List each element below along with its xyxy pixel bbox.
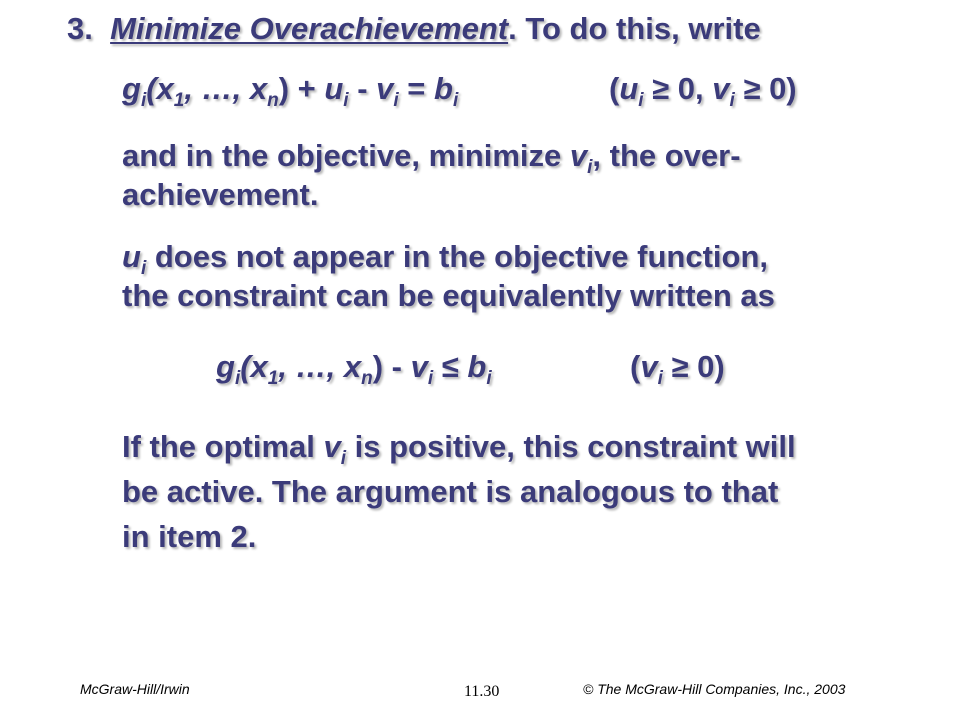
para-text: does not appear in the objective function, [146,239,769,274]
eq-paren: 0) [688,349,725,384]
para-v: v [569,138,588,173]
eq-sub: i [638,90,644,111]
eq-paren: ( [630,349,641,384]
paragraph-active-line2: be active. The argument is analogous to that [122,474,779,509]
eq-ge: ≥ [671,349,689,384]
eq-x: , …, x [278,349,362,384]
eq-paren: ( [609,71,620,106]
eq-v: v [410,349,428,384]
eq-paren: ) [278,71,290,106]
footer-publisher: McGraw-Hill/Irwin [80,681,190,697]
eq-text: 0, [669,71,713,106]
eq-v: v [712,71,730,106]
eq-sub: 1 [173,90,185,111]
eq-sub: i [343,90,349,111]
equation-equivalent [216,348,492,389]
equation-equivalent-nonnegativity [630,348,725,389]
para-text: If the optimal [122,429,324,464]
eq-sub: i [140,90,147,111]
para-text: and in the objective, minimize [122,138,570,173]
eq-u: u [619,71,639,106]
heading-title: Minimize Overachievement [110,11,509,46]
item-number: 3. [67,11,93,46]
paragraph-active-line3: in item 2. [122,519,257,554]
eq-b: b [467,349,487,384]
eq-sub: i [729,90,735,111]
equation-goal-constraint [122,70,459,111]
eq-sub: i [452,90,459,111]
slide-heading [67,10,761,48]
eq-op: = [398,71,435,106]
eq-g: g [122,71,141,106]
eq-x: (x [146,71,174,106]
para-v: v [323,429,341,464]
eq-x: (x [240,349,268,384]
eq-paren: ) [372,349,384,384]
paragraph-equivalent [122,238,769,279]
eq-v: v [640,349,658,384]
equation-nonnegativity [609,70,797,111]
footer-page-number: 11.30 [464,683,500,700]
eq-sub: i [486,368,492,389]
eq-u: u [324,71,344,106]
eq-g: g [216,349,235,384]
para-sub: i [140,258,147,279]
para-sub: i [587,157,593,178]
eq-sub: i [393,90,399,111]
eq-op: - [383,349,411,384]
paragraph-minimize [122,137,741,178]
eq-sub: i [234,368,241,389]
heading-rest: . To do this, write [508,11,761,46]
paragraph-minimize-line2: achievement. [122,177,319,212]
eq-op: - [348,71,377,106]
footer-copyright: © The McGraw-Hill Companies, Inc., 2003 [583,681,846,697]
eq-sub: 1 [267,368,279,389]
eq-ge: ≥ [652,71,670,106]
eq-ge: ≥ [743,71,761,106]
paragraph-equivalent-line2: the constraint can be equivalently written as [122,278,775,313]
eq-op: + [289,71,325,106]
eq-sub: n [361,368,373,389]
eq-le: ≤ [441,349,459,384]
paragraph-active [122,428,796,469]
para-sub: i [340,448,347,469]
para-u: u [122,239,141,274]
eq-x: , …, x [184,71,268,106]
eq-sub: n [267,90,279,111]
eq-b: b [434,71,453,106]
eq-sub: i [427,368,434,389]
eq-sub: i [657,368,663,389]
para-text: is positive, this constraint will [346,429,796,464]
para-text: , the over- [592,138,741,173]
eq-paren: 0) [760,71,797,106]
eq-v: v [376,71,394,106]
